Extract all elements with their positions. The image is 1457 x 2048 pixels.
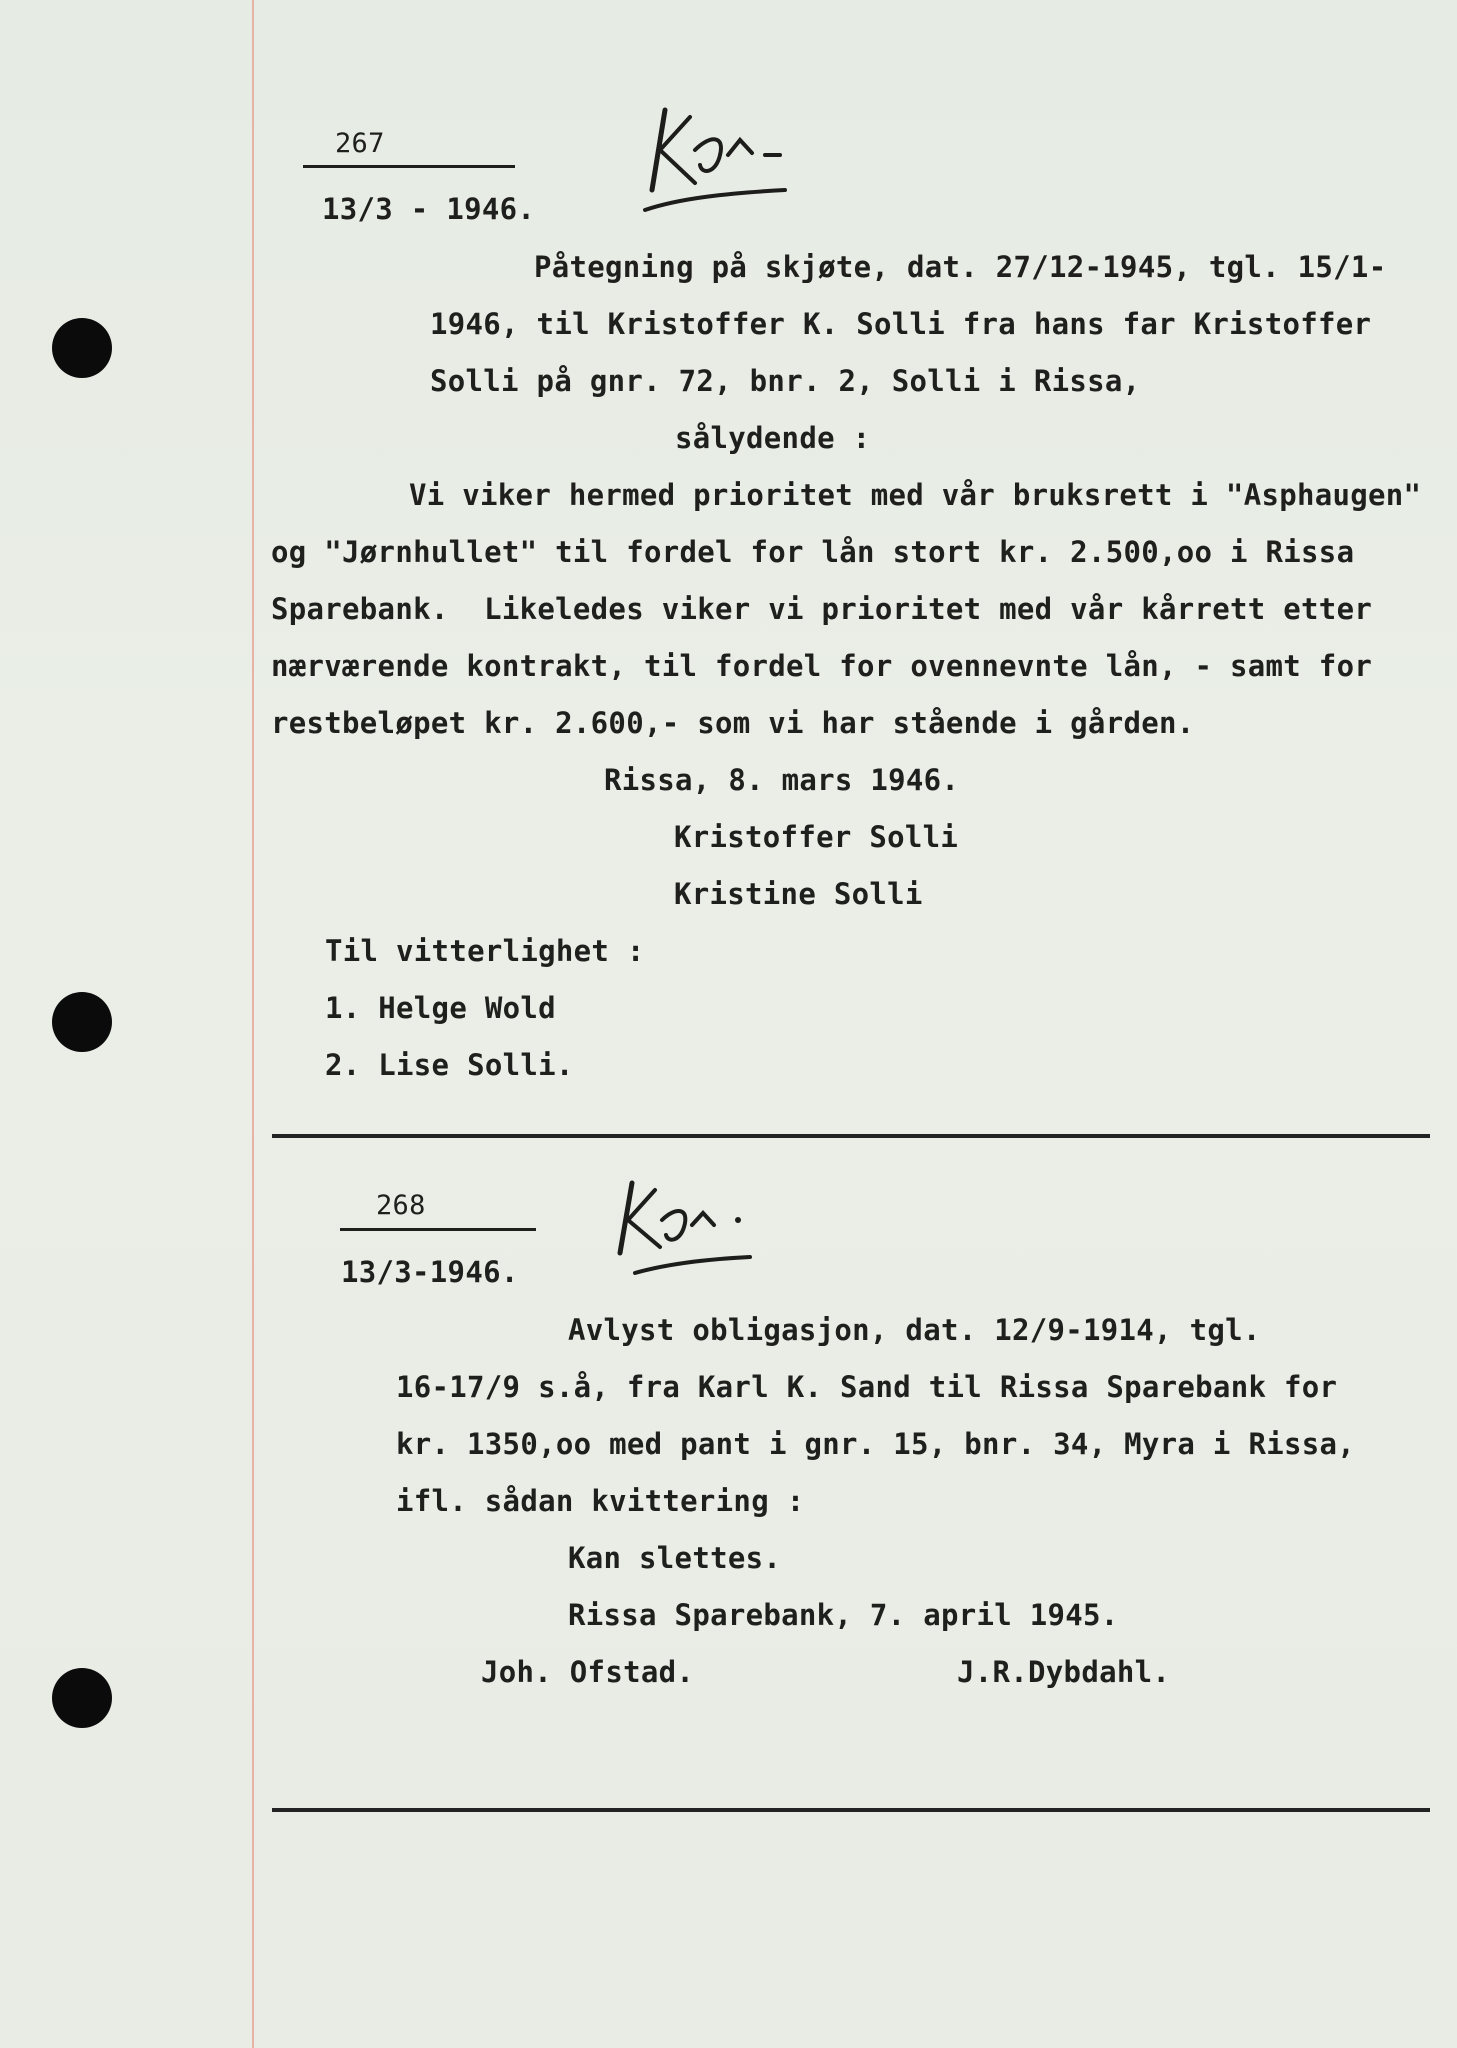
- place-date: Rissa, 8. mars 1946.: [604, 763, 960, 797]
- text-line: 16-17/9 s.å, fra Karl K. Sand til Rissa Sparebank for: [396, 1370, 1338, 1404]
- place-date: Rissa Sparebank, 7. april 1945.: [568, 1598, 1119, 1632]
- entry-number: 267: [335, 128, 385, 159]
- entry-separator: [272, 1134, 1430, 1138]
- text-line: Påtegning på skjøte, dat. 27/12-1945, tgl. 15/1-: [534, 250, 1387, 284]
- punch-hole: [52, 992, 112, 1052]
- witness-heading: Til vitterlighet :: [325, 934, 645, 968]
- entry-number-underline: [303, 165, 515, 168]
- text-line: Solli på gnr. 72, bnr. 2, Solli i Rissa,: [430, 364, 1141, 398]
- signatory-name: Kristoffer Solli: [674, 820, 959, 854]
- initials-signature: [640, 95, 800, 220]
- text-line: Avlyst obligasjon, dat. 12/9-1914, tgl.: [568, 1313, 1261, 1347]
- punch-hole: [52, 318, 112, 378]
- text-line: Sparebank. Likeledes viker vi prioritet med vår kårrett etter: [271, 592, 1373, 626]
- text-line: ifl. sådan kvittering :: [396, 1484, 805, 1518]
- text-line: 1946, til Kristoffer K. Solli fra hans far Kristoffer: [430, 307, 1372, 341]
- initials-signature: [610, 1175, 760, 1280]
- text-line: Kan slettes.: [568, 1541, 782, 1575]
- signatory-name: J.R.Dybdahl.: [957, 1655, 1171, 1689]
- text-line: Vi viker hermed prioritet med vår bruksrett i "Asphaugen": [409, 478, 1422, 512]
- signatory-name: Joh. Ofstad.: [481, 1655, 695, 1689]
- entry-date: 13/3-1946.: [341, 1255, 519, 1289]
- signatory-name: Kristine Solli: [674, 877, 923, 911]
- entry-number: 268: [376, 1190, 426, 1221]
- witness-name: 1. Helge Wold: [325, 991, 556, 1025]
- text-line: kr. 1350,oo med pant i gnr. 15, bnr. 34, Myra i Rissa,: [396, 1427, 1356, 1461]
- entry-separator: [272, 1808, 1430, 1812]
- entry-date: 13/3 - 1946.: [322, 192, 536, 226]
- text-line: nærværende kontrakt, til fordel for ovennevnte lån, - samt for: [271, 649, 1373, 683]
- entry-number-underline: [340, 1228, 536, 1231]
- text-line: restbeløpet kr. 2.600,- som vi har stående i gården.: [271, 706, 1195, 740]
- text-line: og "Jørnhullet" til fordel for lån stort kr. 2.500,oo i Rissa: [271, 535, 1355, 569]
- margin-line: [252, 0, 254, 2048]
- witness-name: 2. Lise Solli.: [325, 1048, 574, 1082]
- text-line: sålydende :: [675, 421, 871, 455]
- punch-hole: [52, 1668, 112, 1728]
